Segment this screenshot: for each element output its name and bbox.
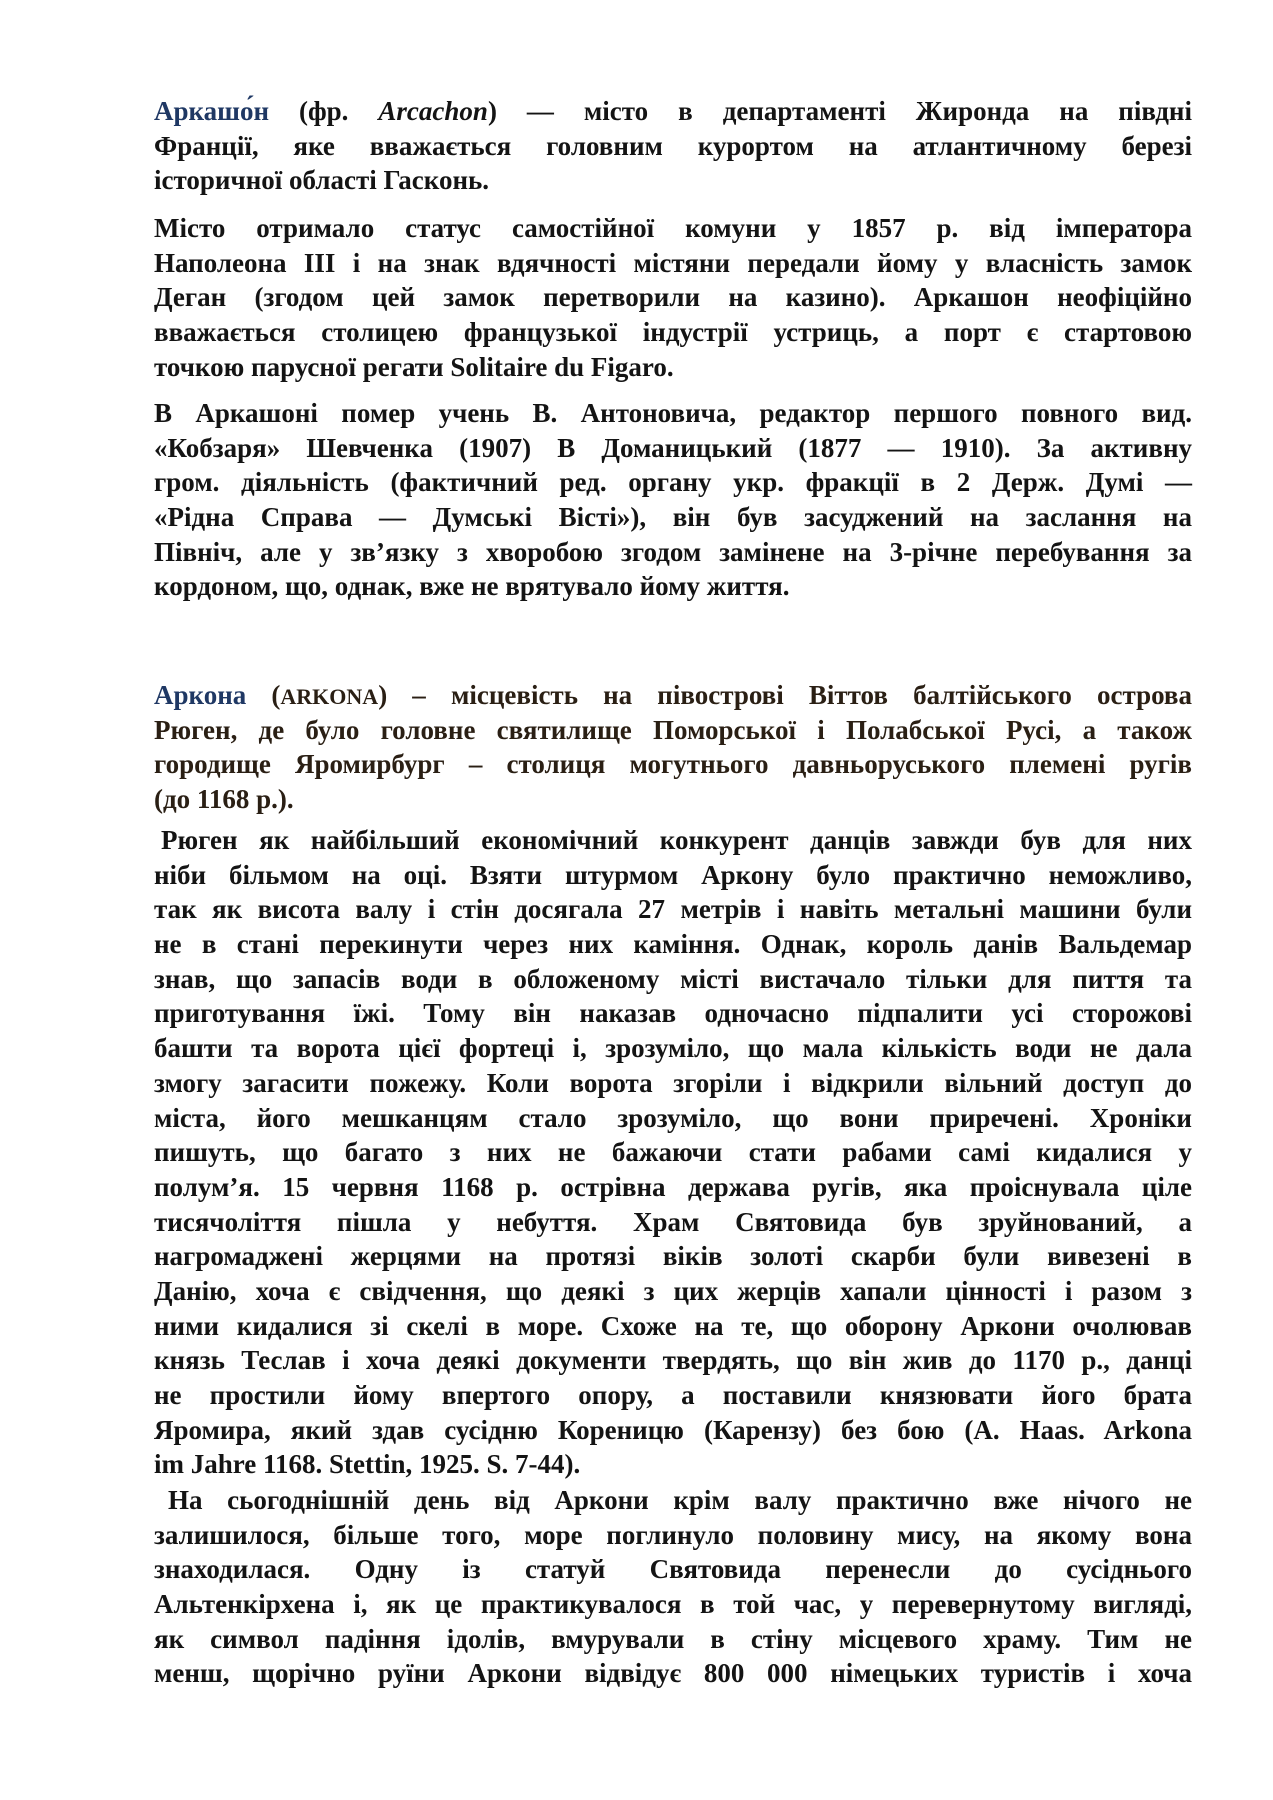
line-text: На сьогоднішній день від Аркони крім валу практично вже нічого не [168,1485,1192,1515]
text-line [154,569,1192,604]
line-text: (до 1168 р.). [154,784,294,815]
text-line [154,678,1192,713]
text-line [154,431,1192,466]
line-text: Рюген, де було головне святилище Поморської і Полабської Русі, а також [154,714,1192,745]
line-text: башти та ворота цієї фортеці і, зрозуміло, що мала кількість води не дала [154,1033,1192,1064]
text-line [154,1135,1192,1170]
text-line [154,163,1192,198]
text-line [154,1101,1192,1136]
line-text: В Аркашоні помер учень В. Антоновича, редактор першого повного вид. [154,398,1192,428]
line-text: історичної області Гасконь. [154,165,490,196]
line-text: Північ, але у зв’язку з хворобою згодом замінене на 3-річне перебування за [154,536,1192,567]
text-line [154,962,1192,997]
line-text: Франції, яке вважається головним курортом на атлантичному березі [154,130,1192,161]
text-line [154,129,1192,164]
text-line [154,1031,1192,1066]
foreign-name: Arcachon [378,96,488,126]
arcachon-paragraph-2 [154,211,1192,384]
text-line [154,1656,1192,1691]
text-line [154,396,1192,431]
text-line [154,892,1192,927]
text-segment: ( [246,680,281,710]
text-line [154,1518,1192,1553]
text-line [154,927,1192,962]
arkona-paragraph-1 [154,678,1192,817]
text-line [154,1309,1192,1344]
line-text: полум’я. 15 червня 1168 р. острівна держава ругів, яка проіснувала ціле [154,1171,1192,1202]
line-text: як символ падіння ідолів, вмурували в стіну місцевого храму. Тим не [154,1623,1192,1654]
text-line [154,211,1192,246]
arcachon-paragraph-1 [154,94,1192,198]
line-text: точкою парусної регати Solitaire du Figaro. [154,351,674,382]
line-text: знав, що запасів води в обложеному місті вистачало тільки для пиття та [154,963,1192,994]
text-line [154,713,1192,748]
text-line [154,94,1192,129]
text-segment: ) — місто в департаменті Жиронда на півдні [487,96,1192,126]
text-line [154,1343,1192,1378]
text-segment: ) – місцевість на півострові Віттов балтійського острова [378,680,1192,710]
text-line [154,1587,1192,1622]
text-line [154,1205,1192,1240]
text-line [154,782,1192,817]
text-line [154,858,1192,893]
line-text: Наполеона III і на знак вдячності містяни передали йому у власність замок [154,247,1192,278]
line-text: Рюген як найбільший економічний конкурент данців завжди був для них [161,825,1192,855]
entry-term-arkona: Аркона [154,680,247,710]
text-line [154,1483,1192,1518]
line-text: «Кобзаря» Шевченка (1907) В Доманицький (1877 — 1910). За активну [154,432,1192,463]
line-text: приготування їжі. Тому він наказав одночасно підпалити усі сторожові [154,998,1192,1029]
line-text: im Jahre 1168. Stettin, 1925. S. 7-44). [154,1449,581,1480]
line-text: пишуть, що багато з них не бажаючи стати рабами самі кидалися у [154,1137,1192,1168]
line-text: гром. діяльність (фактичний ред. органу укр. фракції в 2 Держ. Думі — [154,467,1192,498]
line-text: змогу загасити пожежу. Коли ворота згоріли і відкрили вільний доступ до [154,1067,1192,1098]
arkona-paragraph-3 [154,1483,1192,1691]
line-text: Данію, хоча є свідчення, що деякі з цих жерців хапали цінності і разом з [154,1275,1192,1306]
line-text: князь Теслав і хоча деякі документи твердять, що він жив до 1170 р., данці [154,1345,1192,1376]
line-text: не в стані перекинути через них каміння. Однак, король данів Вальдемар [154,929,1192,960]
text-line [154,350,1192,385]
line-text: вважається столицею французької індустрії устриць, а порт є стартовою [154,317,1192,348]
line-text: менш, щорічно руїни Аркони відвідує 800 000 німецьких туристів і хоча [154,1658,1192,1689]
text-line [154,280,1192,315]
line-text: ними кидалися зі скелі в море. Схоже на те, що оборону Аркони очолював [154,1310,1192,1341]
line-text: кордоном, що, однак, вже не врятувало йому життя. [154,571,790,602]
text-line [154,465,1192,500]
line-text: залишилося, більше того, море поглинуло половину мису, на якому вона [154,1519,1192,1550]
text-line [154,1447,1192,1482]
text-segment: (фр. [269,96,379,126]
text-line [154,1622,1192,1657]
text-line [154,535,1192,570]
line-text: Місто отримало статус самостійної комуни у 1857 р. від імператора [154,213,1192,243]
text-line [154,315,1192,350]
text-line [154,1274,1192,1309]
arcachon-paragraph-3 [154,396,1192,604]
text-line [154,996,1192,1031]
line-text: Яромира, який здав сусідню Кореницю (Карензу) без бою (A. Haas. Arkona [154,1414,1192,1445]
line-text: так як висота валу і стін досягала 27 метрів і навіть метальні машини були [154,894,1192,925]
text-line [154,1066,1192,1101]
line-text: городище Яромирбург – столиця могутнього давньоруського племені ругів [154,749,1192,780]
text-line [154,1552,1192,1587]
line-text: нагромаджені жерцями на протязі віків золоті скарби були вивезені в [154,1241,1192,1272]
line-text: міста, його мешканцям стало зрозуміло, що вони приречені. Хроніки [154,1102,1192,1133]
text-line [154,747,1192,782]
line-text: ніби більмом на оці. Взяти штурмом Аркону було практично неможливо, [154,859,1192,890]
line-text: «Рідна Справа — Думські Вісті»), він був засуджений на заслання на [154,502,1192,533]
text-line [154,1413,1192,1448]
line-text: Альтенкірхена і, як це практикувалося в той час, у перевернутому вигляді, [154,1589,1192,1620]
line-text: не простили йому впертого опору, а поставили князювати його брата [154,1380,1192,1410]
text-line [154,1170,1192,1205]
foreign-name: ARKONA [280,684,379,709]
text-line [154,500,1192,535]
arkona-paragraph-2 [154,823,1192,1482]
line-text: тисячоліття пішла у небуття. Храм Святовида був зруйнований, а [154,1206,1192,1237]
line-text: знаходилася. Одну із статуй Святовида перенесли до сусіднього [154,1554,1192,1585]
text-line [154,1378,1192,1413]
line-text: Деган (згодом цей замок перетворили на казино). Аркашон неофіційно [154,282,1192,313]
entry-term-arcachon: Аркашо́н [154,96,270,126]
text-line [154,246,1192,281]
text-line [154,823,1192,858]
text-line [154,1239,1192,1274]
